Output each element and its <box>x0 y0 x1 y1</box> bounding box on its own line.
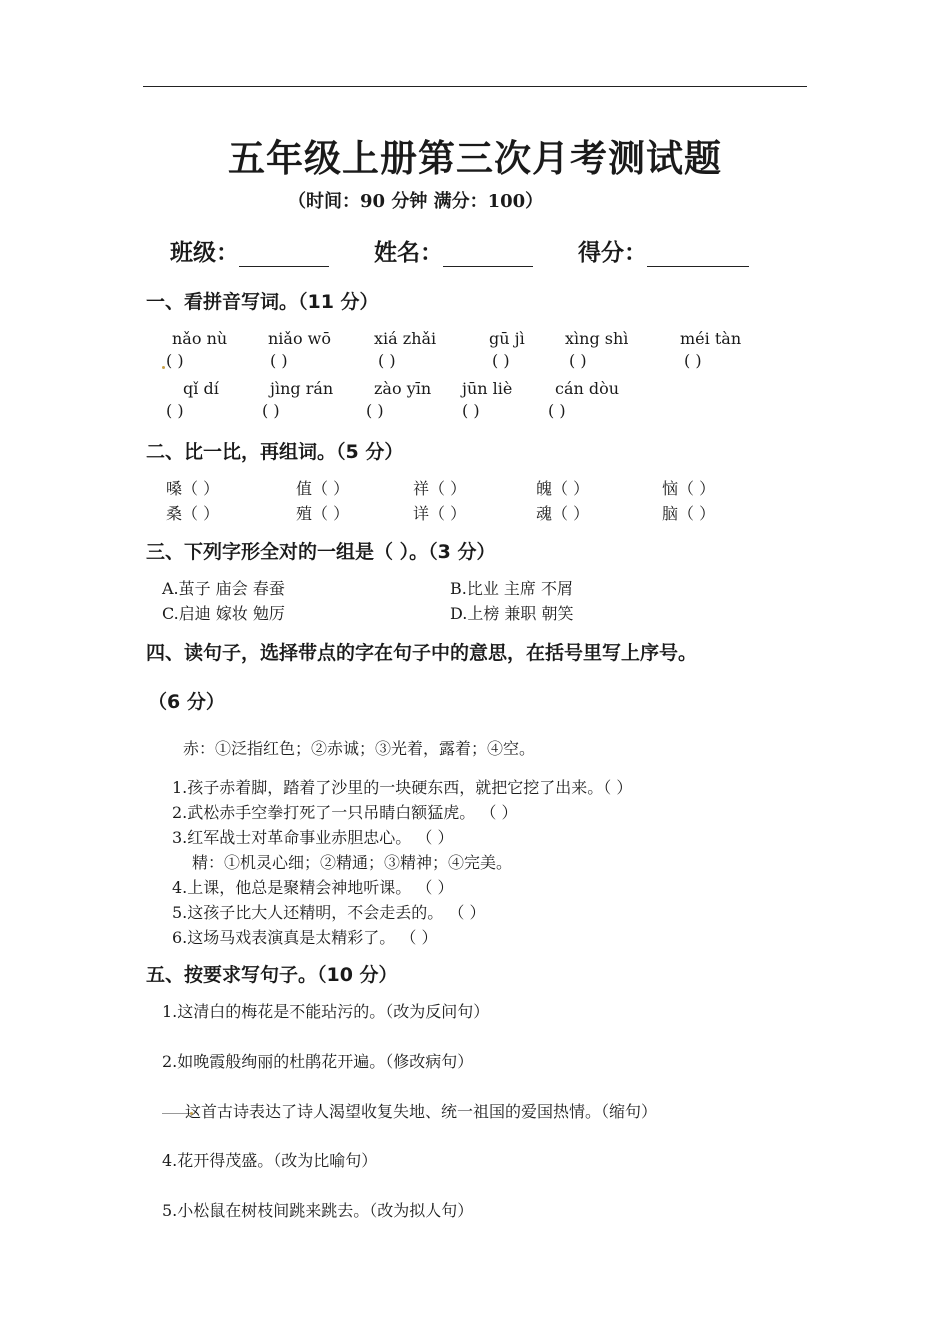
page-title: 五年级上册第三次月考测试题 <box>228 137 722 180</box>
answer-blank[interactable]: ( ) <box>492 351 510 370</box>
name-field <box>374 234 533 267</box>
section-5-heading: 五、按要求写句子。（10 分） <box>146 964 398 986</box>
pinyin: jìng rán <box>270 379 334 398</box>
pinyin: niǎo wō <box>268 329 332 348</box>
choice-c[interactable]: C.启迪 嫁妆 勉厉 <box>162 604 285 623</box>
answer-blank[interactable]: ( ) <box>366 401 384 420</box>
class-field <box>170 234 329 267</box>
answer-blank[interactable]: ( ) <box>166 401 184 420</box>
section-2-heading: 二、比一比，再组词。（5 分） <box>146 441 404 463</box>
rewrite-item-3[interactable]: 这首古诗表达了诗人渴望收复失地、统一祖国的爱国热情。（缩句） <box>185 1102 658 1121</box>
compare-item[interactable]: 魂（ ） <box>536 504 590 523</box>
choice-d[interactable]: D.上榜 兼职 朝笑 <box>450 604 574 623</box>
name-label: 姓名： <box>374 240 443 266</box>
rewrite-item-4[interactable]: 4.花开得茂盛。（改为比喻句） <box>162 1151 378 1170</box>
pinyin: xìng shì <box>565 329 629 348</box>
answer-blank[interactable]: ( ) <box>378 351 396 370</box>
question-4[interactable]: 4.上课，他总是聚精会神地听课。 （ ） <box>172 878 454 897</box>
pinyin: cán dòu <box>555 379 620 398</box>
compare-item[interactable]: 祥（ ） <box>413 479 467 498</box>
compare-item[interactable]: 桑（ ） <box>166 504 220 523</box>
name-blank[interactable] <box>443 244 533 267</box>
pinyin: xiá zhǎi <box>374 329 437 348</box>
top-rule <box>143 86 807 87</box>
score-label: 得分： <box>578 240 647 266</box>
rewrite-item-5[interactable]: 5.小松鼠在树枝间跳来跳去。（改为拟人句） <box>162 1201 474 1220</box>
answer-blank[interactable]: ( ) <box>270 351 288 370</box>
answer-blank[interactable]: ( ) <box>166 351 184 370</box>
compare-item[interactable]: 殖（ ） <box>296 504 350 523</box>
answer-blank[interactable]: ( ) <box>262 401 280 420</box>
pinyin: jūn liè <box>462 379 513 398</box>
section-4-score: （6 分） <box>148 691 225 713</box>
question-2[interactable]: 2.武松赤手空拳打死了一只吊睛白额猛虎。 （ ） <box>172 803 518 822</box>
question-3[interactable]: 3.红军战士对革命事业赤胆忠心。 （ ） <box>172 828 454 847</box>
section-4-heading: 四、读句子，选择带点的字在句子中的意思，在括号里写上序号。 <box>146 642 698 664</box>
pinyin: gū jì <box>489 329 525 348</box>
compare-item[interactable]: 脑（ ） <box>662 504 716 523</box>
question-5[interactable]: 5.这孩子比大人还精明，不会走丢的。 （ ） <box>172 903 486 922</box>
compare-item[interactable]: 值（ ） <box>296 479 350 498</box>
compare-item[interactable]: 详（ ） <box>413 504 467 523</box>
section-1-heading: 一、看拼音写词。（11 分） <box>146 291 379 313</box>
pinyin: qǐ dí <box>183 379 219 398</box>
rewrite-item-2[interactable]: 2.如晚霞般绚丽的杜鹃花开遍。（修改病句） <box>162 1052 474 1071</box>
choice-b[interactable]: B.比业 主席 不屑 <box>450 579 574 598</box>
compare-item[interactable]: 嗓（ ） <box>166 479 220 498</box>
definition-chi: 赤：①泛指红色；②赤诚；③光着，露着；④空。 <box>183 739 536 758</box>
question-6[interactable]: 6.这场马戏表演真是太精彩了。 （ ） <box>172 928 438 947</box>
pinyin: zào yīn <box>374 379 432 398</box>
answer-blank[interactable]: ( ) <box>569 351 587 370</box>
rewrite-item-1[interactable]: 1.这清白的梅花是不能玷污的。（改为反问句） <box>162 1002 490 1021</box>
pinyin: méi tàn <box>680 329 742 348</box>
answer-blank[interactable]: ( ) <box>462 401 480 420</box>
class-blank[interactable] <box>239 244 329 267</box>
compare-item[interactable]: 魄（ ） <box>536 479 590 498</box>
answer-blank[interactable]: ( ) <box>548 401 566 420</box>
question-1[interactable]: 1.孩子赤着脚，踏着了沙里的一块硬东西，就把它挖了出来。（ ） <box>172 778 633 797</box>
exam-info: （时间：90 分钟 满分：100） <box>288 191 544 212</box>
answer-blank[interactable]: ( ) <box>684 351 702 370</box>
pinyin: nǎo nù <box>172 329 228 348</box>
score-blank[interactable] <box>647 244 749 267</box>
section-3-heading: 三、下列字形全对的一组是（ ）。（3 分） <box>146 541 496 563</box>
stray-mark <box>162 366 165 369</box>
score-field <box>578 234 749 267</box>
compare-item[interactable]: 恼（ ） <box>662 479 716 498</box>
definition-jing: 精：①机灵心细；②精通；③精神；④完美。 <box>192 853 513 872</box>
choice-a[interactable]: A.茧子 庙会 春蚕 <box>162 579 285 598</box>
class-label: 班级： <box>170 240 239 266</box>
